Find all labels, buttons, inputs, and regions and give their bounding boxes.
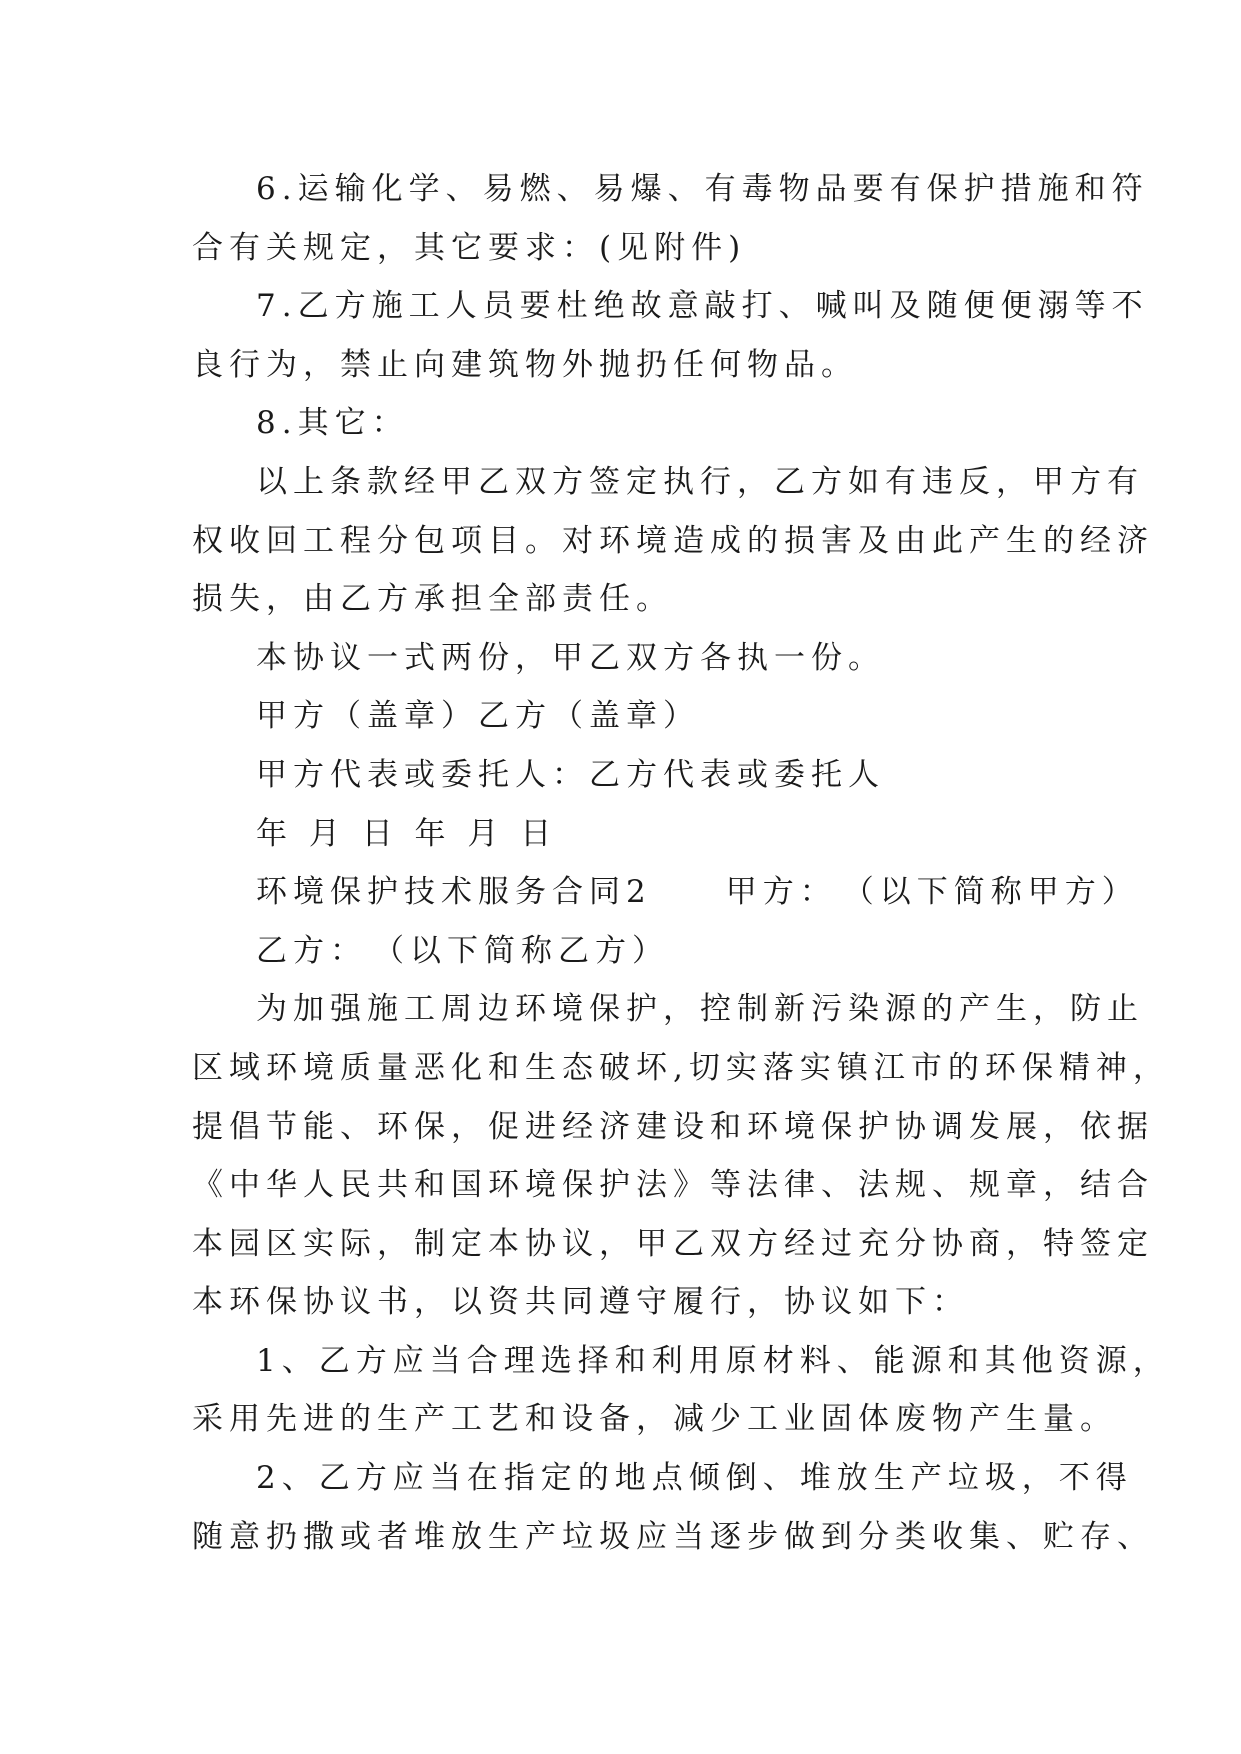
paragraph-line: 本环保协议书，以资共同遵守履行，协议如下：	[192, 1284, 969, 1321]
paragraph-line: 权收回工程分包项目。对环境造成的损害及由此产生的经济	[192, 522, 1154, 559]
signature-line: 甲方代表或委托人：乙方代表或委托人	[256, 756, 885, 793]
paragraph-line: 合有关规定，其它要求：(见附件)	[192, 229, 747, 266]
paragraph-line: 7.乙方施工人员要杜绝故意敲打、喊叫及随便便溺等不	[256, 288, 1149, 325]
paragraph-line: 为加强施工周边环境保护，控制新污染源的产生，防止	[256, 991, 1144, 1028]
paragraph-line: 提倡节能、环保，促进经济建设和环境保护协调发展，依据	[192, 1108, 1154, 1145]
party-line: 乙方： （以下简称乙方）	[256, 932, 669, 969]
signature-line: 甲方（盖章）乙方（盖章）	[256, 698, 700, 735]
paragraph-line: 《中华人民共和国环境保护法》等法律、法规、规章，结合	[192, 1167, 1154, 1204]
paragraph-line: 1、乙方应当合理选择和利用原材料、能源和其他资源，	[256, 1342, 1170, 1379]
paragraph-line: 良行为，禁止向建筑物外抛扔任何物品。	[192, 346, 858, 383]
paragraph-line: 以上条款经甲乙双方签定执行，乙方如有违反，甲方有	[256, 463, 1144, 500]
paragraph-line: 本园区实际，制定本协议，甲乙双方经过充分协商，特签定	[192, 1225, 1154, 1262]
contract-title-line: 环境保护技术服务合同2 甲方： （以下简称甲方）	[256, 874, 1139, 911]
date-line: 年 月 日 年 月 日	[256, 815, 558, 852]
document-body	[192, 160, 1170, 1566]
paragraph-line: 采用先进的生产工艺和设备，减少工业固体废物产生量。	[192, 1401, 1117, 1438]
paragraph-line: 8.其它：	[256, 405, 409, 442]
paragraph-line: 随意扔撒或者堆放生产垃圾应当逐步做到分类收集、贮存、	[192, 1518, 1154, 1555]
paragraph-line: 本协议一式两份，甲乙双方各执一份。	[256, 639, 885, 676]
paragraph-line: 2、乙方应当在指定的地点倾倒、堆放生产垃圾，不得	[256, 1460, 1133, 1497]
paragraph-line: 6.运输化学、易燃、易爆、有毒物品要有保护措施和符	[256, 171, 1149, 207]
paragraph-line: 区域环境质量恶化和生态破坏,切实落实镇江市的环保精神，	[192, 1049, 1170, 1086]
paragraph-line: 损失，由乙方承担全部责任。	[192, 581, 673, 618]
